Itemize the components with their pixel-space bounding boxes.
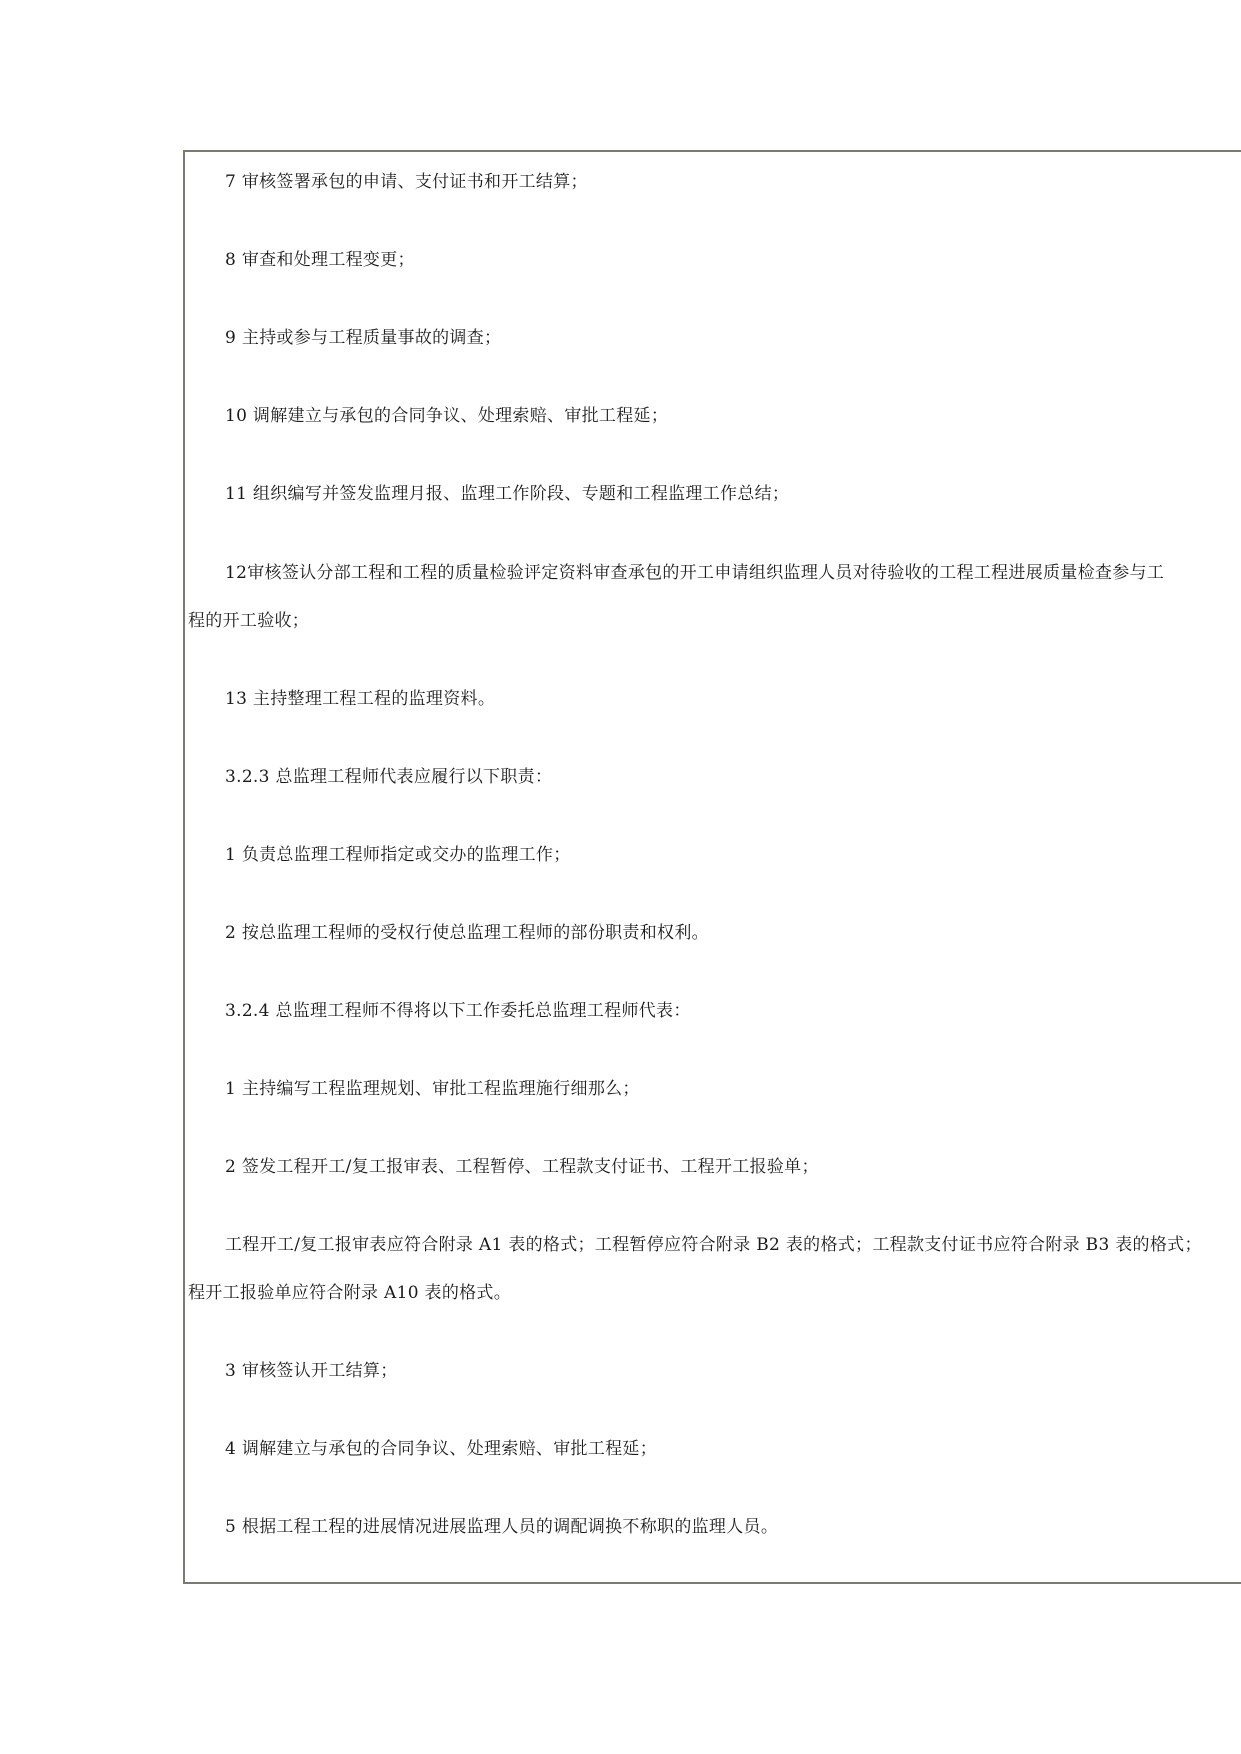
paragraph-restricted-4: 4 调解建立与承包的合同争议、处理索赔、审批工程延； [225,1439,658,1459]
paragraph-restricted-1: 1 主持编写工程监理规划、审批工程监理施行细那么； [225,1079,640,1099]
section-heading-3-2-3: 3.2.3 总监理工程师代表应履行以下职责： [225,767,553,787]
section-heading-3-2-4: 3.2.4 总监理工程师不得将以下工作委托总监理工程师代表： [225,1001,691,1021]
paragraph-restricted-3: 3 审核签认开工结算； [225,1361,398,1381]
paragraph-duty-7: 7 审核签署承包的申请、支付证书和开工结算； [225,172,588,192]
paragraph-format-note: 工程开工/复工报审表应符合附录 A1 表的格式；工程暂停应符合附录 B2 表的格式；工程款支付证书应符合附录 B3 表的格式； [225,1235,1202,1255]
paragraph-restricted-2: 2 签发工程开工/复工报审表、工程暂停、工程款支付证书、工程开工报验单； [225,1157,819,1177]
paragraph-duty-8: 8 审查和处理工程变更； [225,250,415,270]
paragraph-deputy-duty-2: 2 按总监理工程师的受权行使总监理工程师的部份职责和权利。 [225,923,709,943]
paragraph-duty-11: 11 组织编写并签发监理月报、监理工作阶段、专题和工程监理工作总结； [225,484,790,504]
paragraph-duty-10: 10 调解建立与承包的合同争议、处理索赔、审批工程延； [225,406,669,426]
paragraph-format-note-continued: 程开工报验单应符合附录 A10 表的格式。 [188,1283,512,1303]
paragraph-duty-12: 12审核签认分部工程和工程的质量检验评定资料审查承包的开工申请组织监理人员对待验收的工程工程进展质量检查参与工 [225,563,1165,583]
paragraph-deputy-duty-1: 1 负责总监理工程师指定或交办的监理工作； [225,845,571,865]
paragraph-duty-12-continued: 程的开工验收； [188,611,310,631]
paragraph-restricted-5: 5 根据工程工程的进展情况进展监理人员的调配调换不称职的监理人员。 [225,1517,779,1537]
paragraph-duty-13: 13 主持整理工程工程的监理资料。 [225,689,496,709]
paragraph-duty-9: 9 主持或参与工程质量事故的调查； [225,328,502,348]
